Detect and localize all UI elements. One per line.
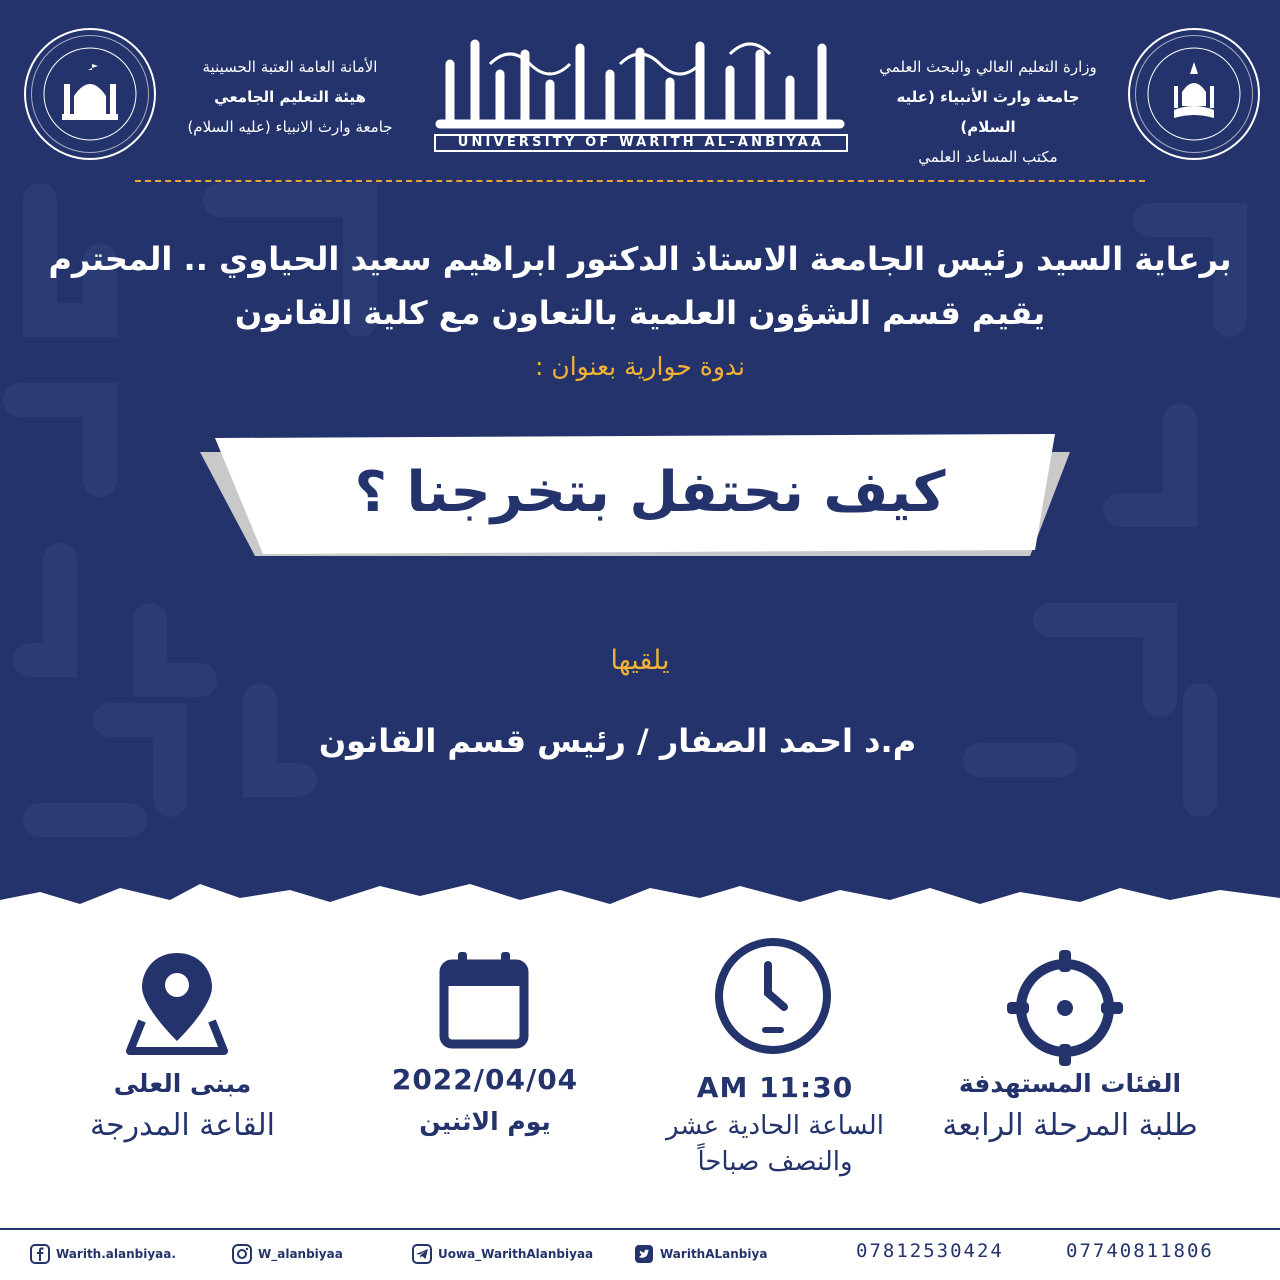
- shrine-dome-icon: [40, 44, 140, 144]
- event-time-arabic-1: الساعة الحادية عشر: [666, 1111, 884, 1141]
- header-right-line-2: جامعة وارث الأنبياء (عليه السلام): [896, 88, 1080, 136]
- time-info: [640, 1068, 910, 1180]
- map-pin-icon: [122, 945, 232, 1060]
- instagram-link[interactable]: [232, 1244, 343, 1264]
- husseini-shrine-seal: [24, 28, 156, 160]
- telegram-handle: Uowa_WarithAlanbiyaa: [438, 1247, 594, 1261]
- instagram-icon: [232, 1244, 252, 1264]
- header-right-text: [868, 52, 1108, 172]
- target-info: [920, 1064, 1220, 1148]
- footer-divider: [0, 1228, 1280, 1230]
- target-label: الفئات المستهدفة: [958, 1069, 1182, 1098]
- facebook-link[interactable]: [30, 1244, 176, 1264]
- header-left-line-2: هيئة التعليم الجامعي: [214, 88, 366, 106]
- presenter-name: م.د احمد الصفار / رئيس قسم القانون: [318, 722, 917, 760]
- facebook-handle: Warith.alanbiyaa.: [56, 1247, 176, 1261]
- event-subtitle: ندوة حوارية بعنوان :: [534, 352, 746, 381]
- phone-number-2[interactable]: 07740811806: [1066, 1240, 1214, 1262]
- header-left-line-3: جامعة وارث الانبياء (عليه السلام): [187, 118, 393, 136]
- event-day: يوم الاثنين: [419, 1107, 551, 1136]
- location-building: مبنى العلى: [113, 1069, 252, 1098]
- presenter-label: يلقيها: [610, 645, 670, 676]
- torn-paper-edge: [0, 870, 1280, 940]
- telegram-icon: [412, 1244, 432, 1264]
- clock-icon: [712, 935, 834, 1057]
- intro-text: [40, 232, 1240, 340]
- event-time: 11:30 AM: [696, 1071, 854, 1104]
- location-info: [60, 1064, 305, 1148]
- twitter-handle: WarithALanbiya: [660, 1247, 768, 1261]
- instagram-handle: W_alanbiyaa: [258, 1247, 343, 1261]
- university-latin-name: UNIVERSITY OF WARITH AL-ANBIYAA: [434, 134, 848, 152]
- calendar-icon: [438, 950, 530, 1050]
- header-right-line-1: وزارة التعليم العالي والبحث العلمي: [879, 58, 1097, 76]
- location-hall: القاعة المدرجة: [90, 1108, 275, 1143]
- target-icon: [1005, 948, 1125, 1068]
- header-divider: [135, 180, 1145, 182]
- header-right-line-3: مكتب المساعد العلمي: [918, 148, 1058, 166]
- university-seal: [1128, 28, 1260, 160]
- phone-number-1[interactable]: 07812530424: [856, 1240, 1004, 1262]
- header-left-line-1: الأمانة العامة العتبة الحسينية: [202, 58, 378, 76]
- intro-line-1: برعاية السيد رئيس الجامعة الاستاذ الدكتور ابراهيم سعيد الحياوي .. المحترم: [48, 240, 1232, 278]
- header-left-text: [170, 52, 410, 142]
- event-time-arabic-2: والنصف صباحاً: [697, 1147, 853, 1177]
- twitter-icon: [634, 1244, 654, 1264]
- event-title: كيف نحتفل بتخرجنا ؟: [354, 460, 946, 525]
- university-emblem-icon: [1144, 44, 1244, 144]
- telegram-link[interactable]: [412, 1244, 593, 1264]
- date-info: [360, 1060, 610, 1144]
- intro-line-2: يقيم قسم الشؤون العلمية بالتعاون مع كلية القانون: [234, 294, 1046, 332]
- twitter-link[interactable]: [634, 1244, 767, 1264]
- target-audience: طلبة المرحلة الرابعة: [942, 1108, 1198, 1143]
- event-date: 2022/04/04: [391, 1063, 579, 1096]
- facebook-icon: [30, 1244, 50, 1264]
